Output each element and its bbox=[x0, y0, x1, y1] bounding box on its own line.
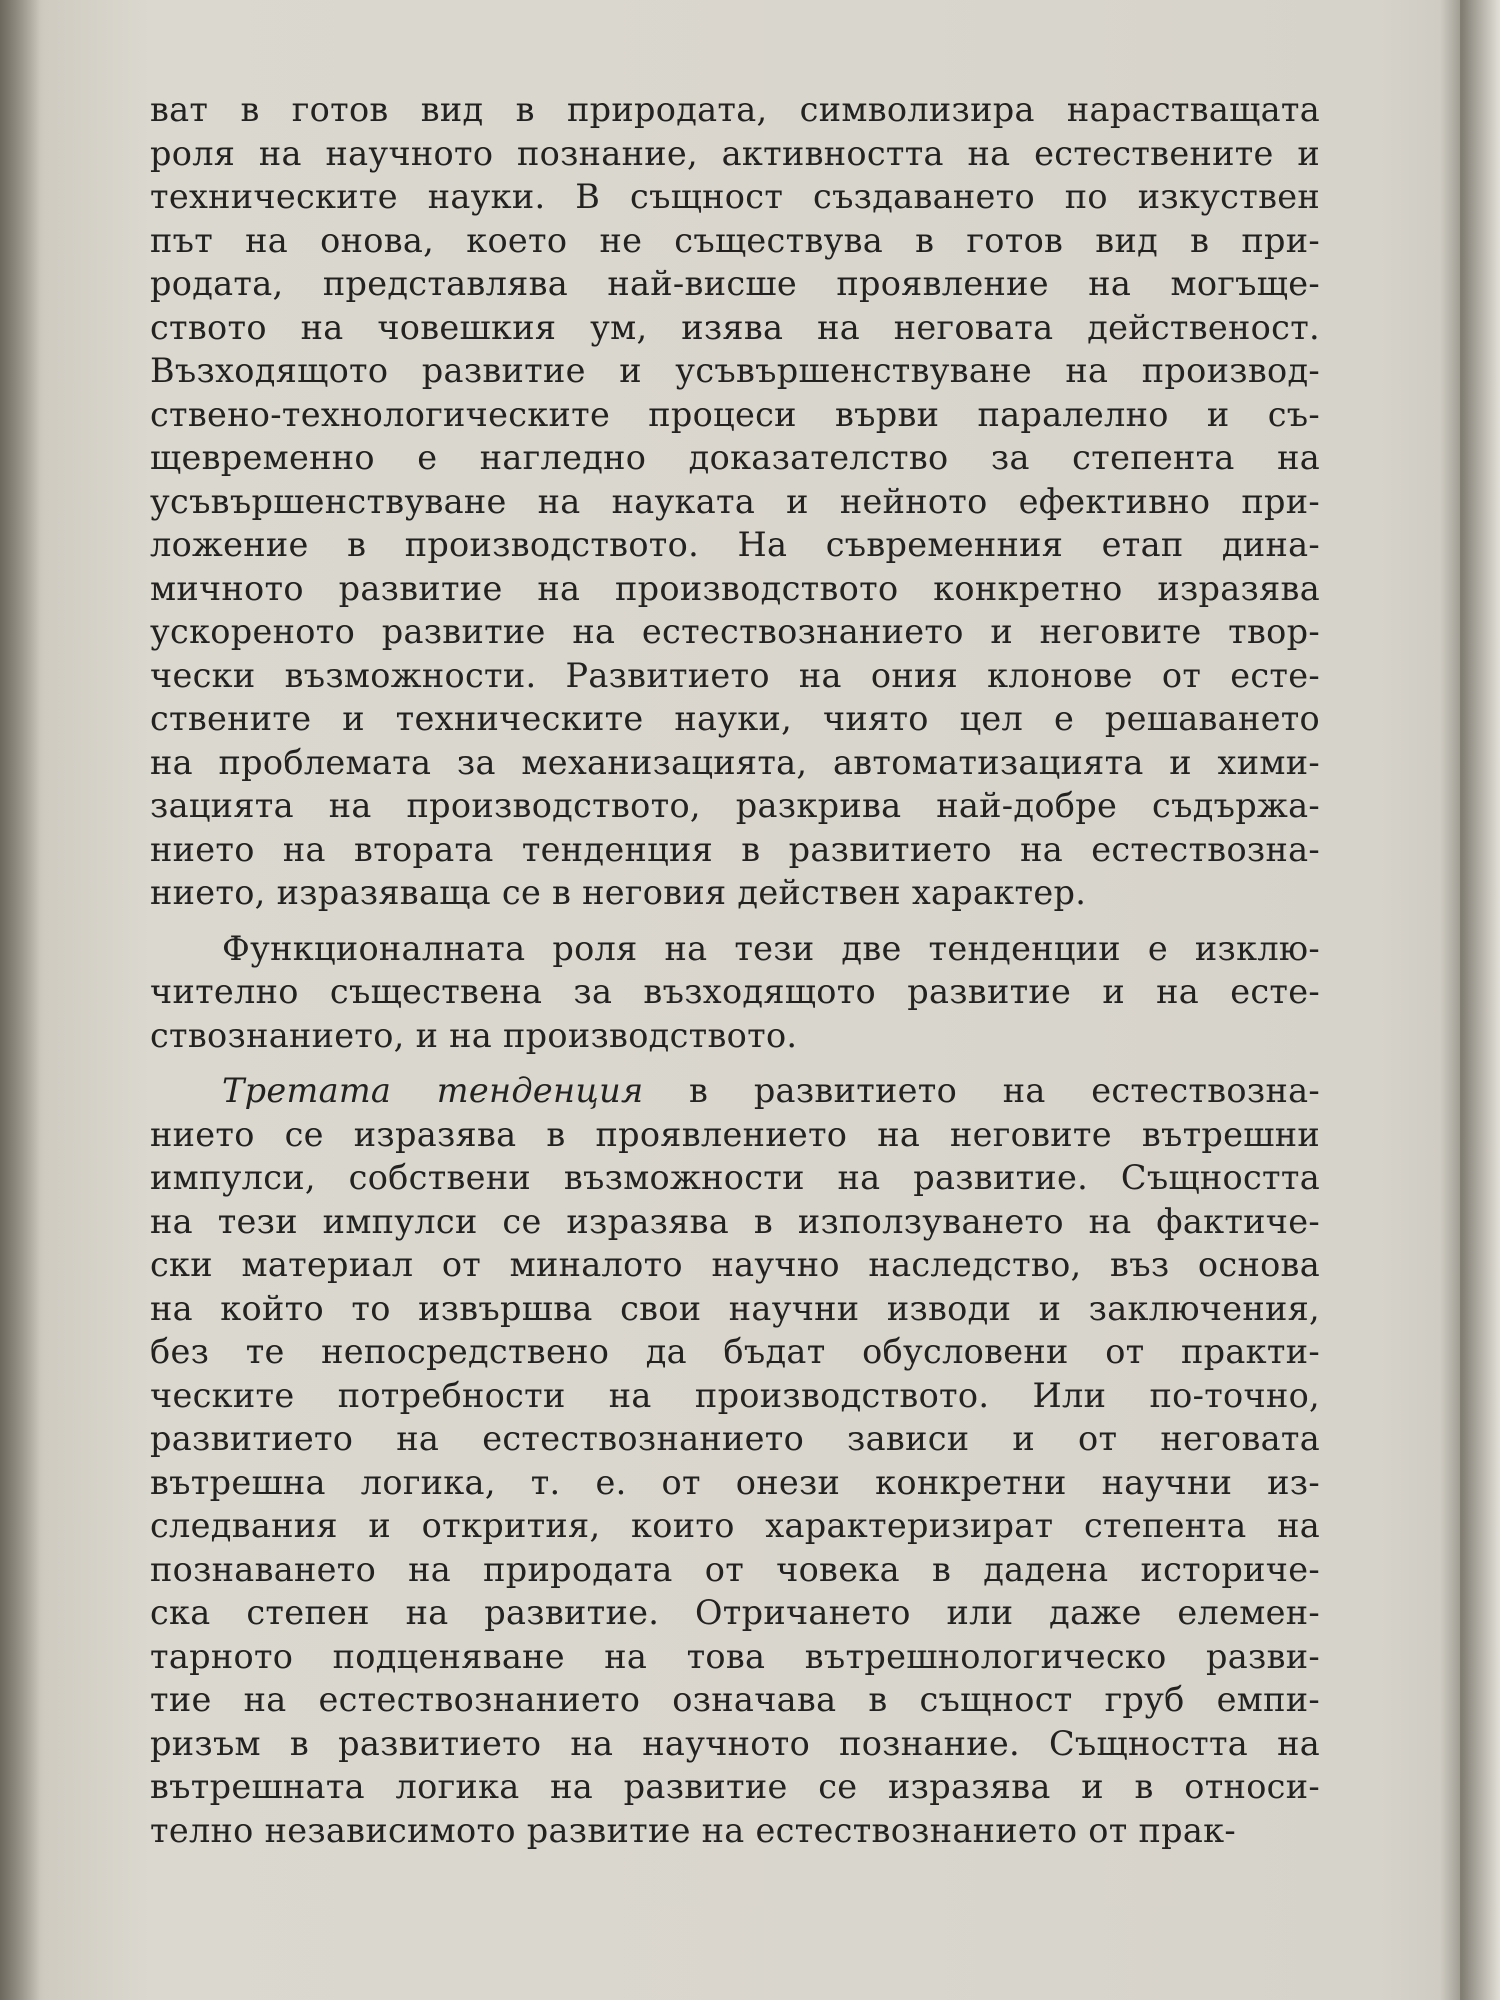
text-line: мичното развитие на производството конкретно изразява bbox=[150, 568, 1320, 608]
text-line: вътрешната логика на развитие се изразява и в относи- bbox=[150, 1767, 1320, 1806]
text-line: развитието на естествознанието зависи и от неговата bbox=[150, 1419, 1320, 1458]
text-line: ускореното развитие на естествознанието и неговите твор- bbox=[150, 612, 1320, 651]
text-line: път на онова, което не съществува в готов вид в при- bbox=[150, 220, 1320, 260]
text-line: родата, представлява най-висше проявление на могъще- bbox=[150, 264, 1320, 303]
text-line-rest: в развитието на естествозна- bbox=[643, 1071, 1320, 1110]
text-line: ризъм в развитието на научното познание. Същността на bbox=[150, 1723, 1320, 1763]
text-line: на тези импулси се изразява в използуването на фактиче- bbox=[150, 1201, 1320, 1241]
page-edge bbox=[1460, 0, 1500, 2000]
text-line: нието, изразяваща се в неговия действен характер. bbox=[150, 873, 1087, 912]
text-line: ството на човешкия ум, изява на неговата действеност. bbox=[150, 307, 1320, 347]
text-line: телно независимото развитие на естествознанието от прак- bbox=[150, 1810, 1237, 1850]
text-line: ствено-технологическите процеси върви паралелно и съ- bbox=[150, 394, 1320, 434]
paragraph-gap bbox=[150, 1057, 1320, 1069]
text-line: на който то извършва свои научни изводи и заключения, bbox=[150, 1288, 1320, 1328]
text-line: импулси, собствени възможности на развитие. Същността bbox=[150, 1158, 1320, 1197]
text-line: познаването на природата от човека в дадена историче- bbox=[150, 1549, 1320, 1589]
text-line: чески възможности. Развитието на ония клонове от есте- bbox=[150, 655, 1320, 695]
body-text bbox=[150, 88, 1320, 1852]
text-line: ска степен на развитие. Отричането или даже елемен- bbox=[150, 1593, 1320, 1632]
text-line: вътрешна логика, т. е. от онези конкретни научни из- bbox=[150, 1462, 1320, 1502]
text-line: чително съществена за възходящото развитие и на есте- bbox=[150, 972, 1320, 1011]
text-line: ствените и техническите науки, чиято цел е решаването bbox=[150, 699, 1320, 738]
text-line: ват в готов вид в природата, символизира нарастващата bbox=[150, 90, 1320, 129]
text-line: усъвършенствуване на науката и нейното ефективно при- bbox=[150, 481, 1320, 521]
text-line: тарното подценяване на това вътрешнологическо разви- bbox=[150, 1636, 1320, 1676]
text-line bbox=[150, 1069, 1320, 1113]
text-line: нието на втората тенденция в развитието на естествозна- bbox=[150, 829, 1320, 869]
text-line: тие на естествознанието означава в същност груб емпи- bbox=[150, 1680, 1320, 1719]
text-line: щевременно е нагледно доказателство за степента на bbox=[150, 438, 1320, 477]
paragraph-gap bbox=[150, 915, 1320, 927]
text-line: ческите потребности на производството. Или по-точно, bbox=[150, 1375, 1320, 1415]
spine-shadow bbox=[0, 0, 40, 2000]
text-line: ски материал от миналото научно наследство, въз основа bbox=[150, 1245, 1320, 1284]
text-line: Възходящото развитие и усъвършенствуване на производ- bbox=[150, 351, 1320, 390]
text-line: Функционалната роля на тези две тенденции е изклю- bbox=[222, 928, 1320, 968]
text-line: ствознанието, и на производството. bbox=[150, 1015, 798, 1055]
text-line: нието се изразява в проявлението на неговите вътрешни bbox=[150, 1114, 1320, 1154]
text-line: без те непосредствено да бъдат обусловени от практи- bbox=[150, 1332, 1320, 1371]
text-line: роля на научното познание, активността на естествените и bbox=[150, 133, 1320, 173]
italic-lead: Третата тенденция bbox=[222, 1071, 644, 1110]
text-line: следвания и открития, които характеризират степента на bbox=[150, 1506, 1320, 1545]
text-line: на проблемата за механизацията, автоматизацията и хими- bbox=[150, 742, 1320, 782]
text-line: техническите науки. В същност създаването по изкуствен bbox=[150, 177, 1320, 216]
text-line: зацията на производството, разкрива най-добре съдържа- bbox=[150, 786, 1320, 825]
text-line: ложение в производството. На съвременния етап дина- bbox=[150, 525, 1320, 564]
